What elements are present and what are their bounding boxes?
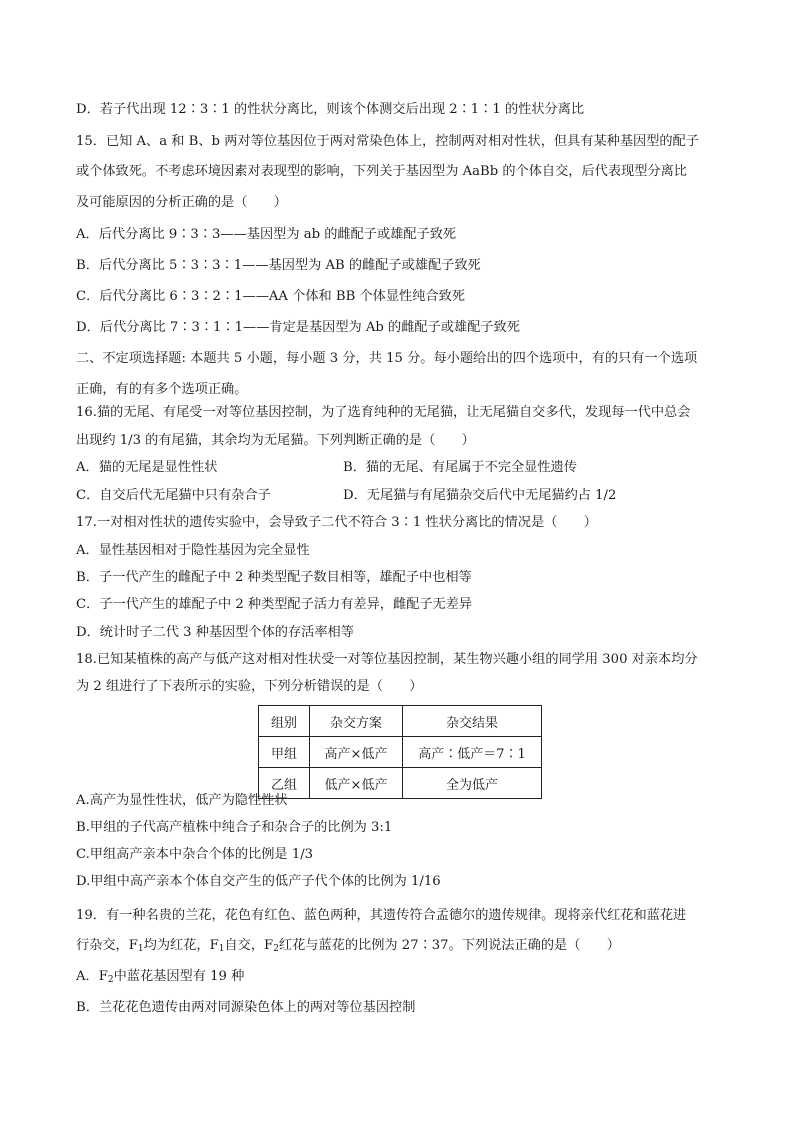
q17-stem: 17.一对相对性状的遗传实验中，会导致子二代不符合 3∶1 性状分离比的情况是（ ） [76, 515, 597, 530]
text-run: 红花与蓝花的比例为 27∶37。下列说法正确的是（ ） [278, 938, 620, 953]
q19-stem-2 [76, 937, 620, 958]
subscript: 1 [137, 944, 144, 954]
text-run: 行杂交，F [76, 938, 138, 953]
q18-option-d: D.甲组中高产亲本个体自交产生的低产子代个体的比例为 1/16 [76, 874, 441, 889]
subscript: 1 [218, 944, 225, 954]
table-cell: 全为低产 [403, 768, 542, 799]
q18-option-c: C.甲组高产亲本中杂合个体的比例是 1/3 [76, 847, 314, 862]
table-header-cell: 杂交结果 [403, 706, 542, 737]
q14-option-d: D．若子代出现 12∶3∶1 的性状分离比，则该个体测交后出现 2∶1∶1 的性状分离比 [76, 102, 585, 117]
text-run: 均为红花，F [143, 938, 219, 953]
table-cell: 低产×低产 [310, 768, 403, 799]
q18-option-b: B.甲组的子代高产植株中纯合子和杂合子的比例为 3:1 [76, 820, 393, 835]
table-header-cell: 组别 [259, 706, 310, 737]
q18-option-a: A.高产为显性性状，低产为隐性性状 [76, 793, 288, 808]
subscript: 2 [107, 975, 114, 985]
q17-option-c: C．子一代产生的雄配子中 2 种类型配子活力有差异，雌配子无差异 [76, 597, 473, 612]
q15-option-d: D．后代分离比 7∶3∶1∶1——肯定是基因型为 Ab 的雌配子或雄配子致死 [76, 320, 520, 335]
q17-option-b: B．子一代产生的雌配子中 2 种类型配子数目相等，雄配子中也相等 [76, 570, 472, 585]
table-cell: 甲组 [259, 737, 310, 768]
q15-stem-3: 及可能原因的分析正确的是（ ） [76, 195, 287, 210]
q19-option-a [76, 968, 244, 989]
text-run: 中蓝花基因型有 19 种 [113, 969, 245, 984]
q17-option-a: A．显性基因相对于隐性基因为完全显性 [76, 543, 310, 558]
q16-option-b: B．猫的无尾、有尾属于不完全显性遗传 [343, 460, 577, 475]
q19-stem-1: 19．有一种名贵的兰花，花色有红色、蓝色两种，其遗传符合孟德尔的遗传规律。现将亲代红花和蓝花进 [76, 908, 687, 923]
q17-option-d: D．统计时子二代 3 种基因型个体的存活率相等 [76, 625, 354, 640]
subscript: 2 [273, 944, 279, 954]
q16-option-c: C．自交后代无尾猫中只有杂合子 [76, 488, 271, 503]
q18-stem-2: 为 2 组进行了下表所示的实验，下列分析错误的是（ ） [76, 679, 423, 694]
q16-stem-2: 出现约 1/3 的有尾猫，其余均为无尾猫。下列判断正确的是（ ） [76, 433, 475, 448]
q15-option-a: A．后代分离比 9∶3∶3——基因型为 ab 的雌配子或雄配子致死 [76, 227, 457, 242]
table-cell: 高产×低产 [310, 737, 403, 768]
table-cell: 乙组 [259, 768, 310, 799]
q18-stem-1: 18.已知某植株的高产与低产这对相对性状受一对等位基因控制，某生物兴趣小组的同学用 300 对亲本均分 [76, 652, 698, 667]
q18-table [258, 705, 542, 799]
table-cell: 高产∶低产＝7∶1 [403, 737, 542, 768]
q16-stem-1: 16.猫的无尾、有尾受一对等位基因控制，为了选育纯种的无尾猫，让无尾猫自交多代，发现每一代中总会 [76, 405, 691, 420]
q15-stem-1: 15．已知 A、a 和 B、b 两对等位基因位于两对常染色体上，控制两对相对性状，但具有某种基因型的配子 [76, 134, 699, 149]
table-row [259, 768, 542, 799]
q15-stem-2: 或个体致死。不考虑环境因素对表现型的影响，下列关于基因型为 AaBb 的个体自交，后代表现型分离比 [76, 164, 687, 179]
section-two-heading: 二、不定项选择题: 本题共 5 小题，每小题 3 分，共 15 分。每小题给出的四个选项中，有的只有一个选项 [76, 351, 698, 366]
text-run: 自交，F [224, 938, 274, 953]
q16-option-d: D．无尾猫与有尾猫杂交后代中无尾猫约占 1/2 [343, 488, 617, 503]
section-two-heading-cont: 正确，有的有多个选项正确。 [76, 382, 248, 397]
q15-option-c: C．后代分离比 6∶3∶2∶1——AA 个体和 BB 个体显性纯合致死 [76, 289, 465, 304]
q16-option-a: A．猫的无尾是显性性状 [76, 460, 218, 475]
q15-option-b: B．后代分离比 5∶3∶3∶1——基因型为 AB 的雌配子或雄配子致死 [76, 258, 481, 273]
table-header-cell: 杂交方案 [310, 706, 403, 737]
text-run: A．F [76, 969, 108, 984]
table-header-row [259, 706, 542, 737]
table-row [259, 737, 542, 768]
q19-option-b: B．兰花花色遗传由两对同源染色体上的两对等位基因控制 [76, 1000, 416, 1015]
